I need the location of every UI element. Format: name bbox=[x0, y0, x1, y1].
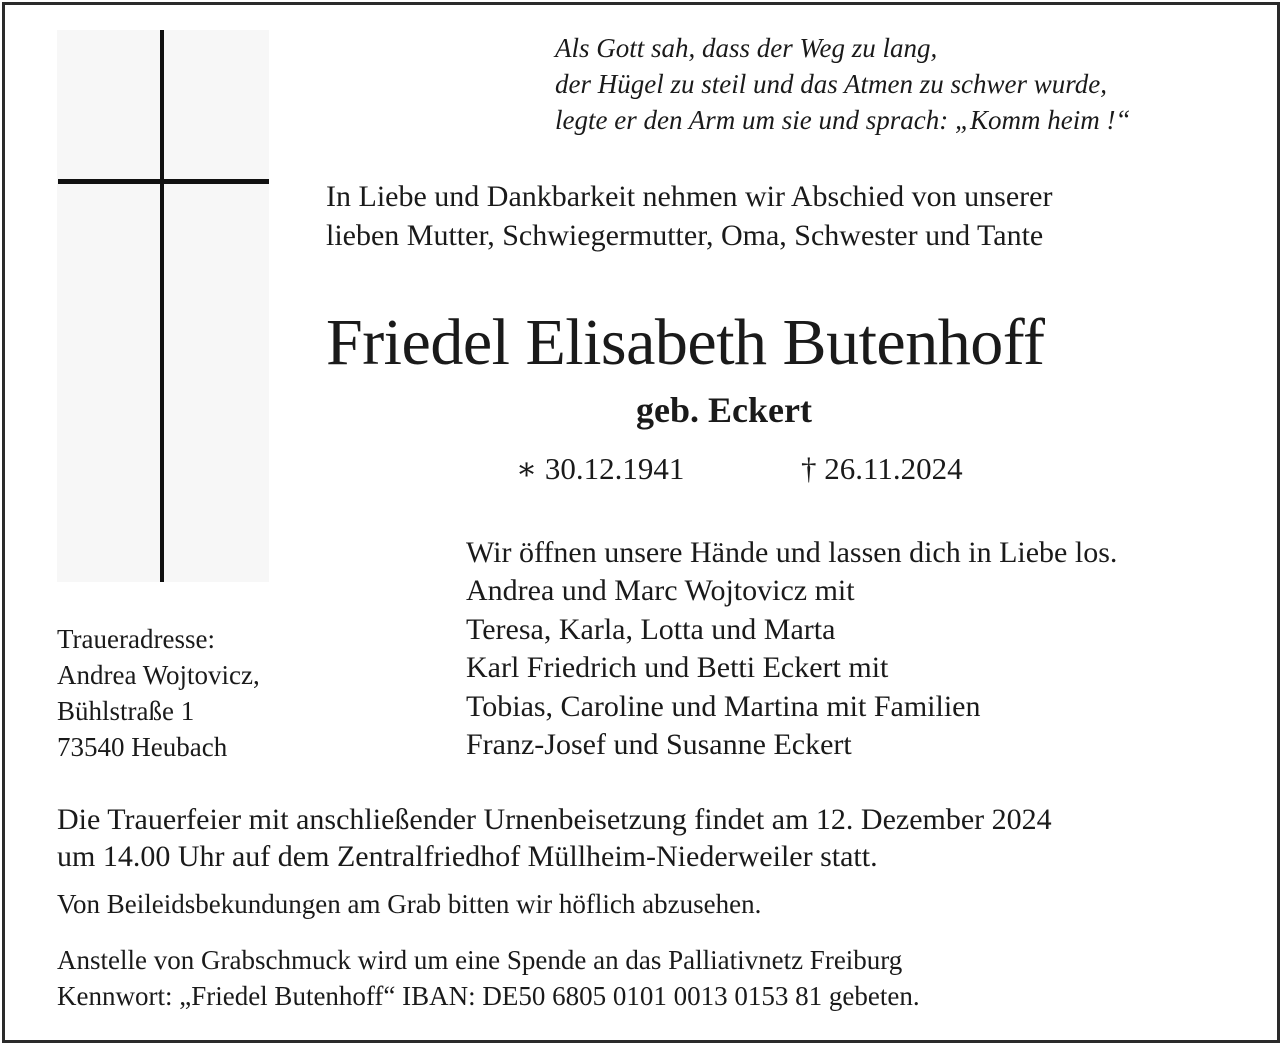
ceremony-info bbox=[57, 801, 1052, 875]
address-line: 73540 Heubach bbox=[57, 732, 228, 762]
poem-line: Als Gott sah, dass der Weg zu lang, bbox=[555, 33, 938, 63]
ceremony-line: Die Trauerfeier mit anschließender Urnenbeisetzung findet am 12. Dezember 2024 bbox=[57, 803, 1052, 836]
donation-line: Anstelle von Grabschmuck wird um eine Spende an das Palliativnetz Freiburg bbox=[57, 945, 903, 975]
family-line: Franz-Josef und Susanne Eckert bbox=[466, 728, 852, 762]
poem-line: der Hügel zu steil und das Atmen zu schwer wurde, bbox=[555, 69, 1107, 99]
mourning-address bbox=[57, 621, 260, 765]
maiden-name: geb. Eckert bbox=[636, 390, 812, 430]
condolence-note: Von Beileidsbekundungen am Grab bitten wir höflich abzusehen. bbox=[57, 889, 762, 919]
poem bbox=[555, 30, 1130, 138]
address-line: Bühlstraße 1 bbox=[57, 696, 195, 726]
deceased-name: Friedel Elisabeth Butenhoff bbox=[326, 306, 1045, 379]
intro-line: lieben Mutter, Schwiegermutter, Oma, Schwester und Tante bbox=[326, 219, 1044, 252]
family-line: Karl Friedrich und Betti Eckert mit bbox=[466, 651, 889, 685]
address-line: Traueradresse: bbox=[57, 624, 215, 654]
intro-text bbox=[326, 177, 1052, 255]
family-line: Andrea und Marc Wojtovicz mit bbox=[466, 574, 855, 608]
donation-line: Kennwort: „Friedel Butenhoff“ IBAN: DE50 6805 0101 0013 0153 81 gebeten. bbox=[57, 981, 920, 1011]
family-line: Teresa, Karla, Lotta und Marta bbox=[466, 612, 836, 646]
death-date: † 26.11.2024 bbox=[801, 451, 963, 486]
address-line: Andrea Wojtovicz, bbox=[57, 660, 260, 690]
family-list bbox=[466, 534, 1117, 764]
family-line: Tobias, Caroline und Martina mit Familien bbox=[466, 689, 981, 723]
poem-line: legte er den Arm um sie und sprach: „Komm heim !“ bbox=[555, 105, 1131, 135]
birth-date: ∗ 30.12.1941 bbox=[516, 451, 685, 486]
intro-line: In Liebe und Dankbarkeit nehmen wir Abschied von unserer bbox=[326, 180, 1053, 213]
cross-icon-horizontal bbox=[58, 179, 269, 184]
donation-info bbox=[57, 942, 920, 1014]
cross-icon-vertical bbox=[160, 30, 164, 582]
ceremony-line: um 14.00 Uhr auf dem Zentralfriedhof Müllheim-Niederweiler statt. bbox=[57, 840, 878, 873]
family-line: Wir öffnen unsere Hände und lassen dich in Liebe los. bbox=[466, 536, 1118, 569]
